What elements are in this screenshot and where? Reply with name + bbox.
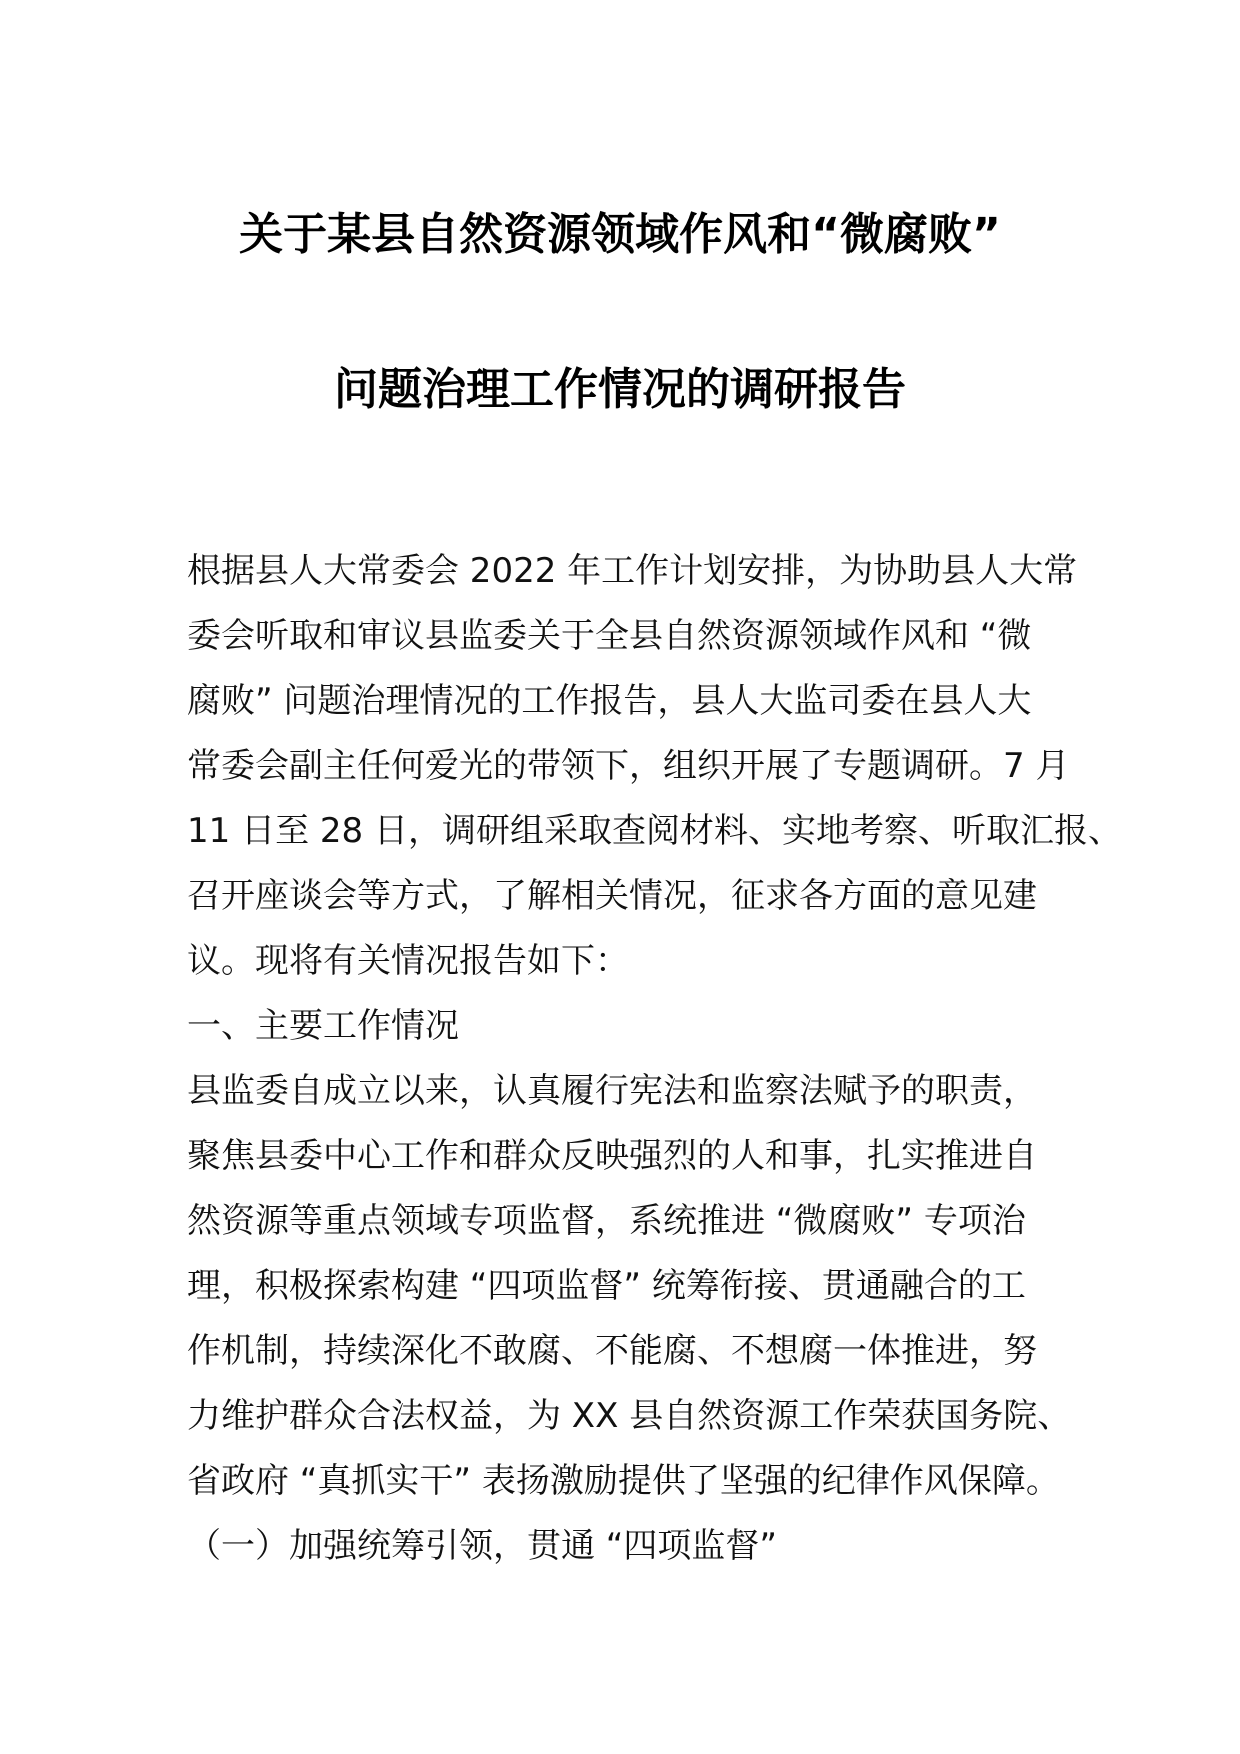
body-text-line: 省政府 “真抓实干” 表扬激励提供了坚强的纪律作风保障。 <box>187 1461 1060 1501</box>
body-text-line: 议。现将有关情况报告如下： <box>187 941 629 981</box>
body-text-line: 常委会副主任何爱光的带领下，组织开展了专题调研。7 月 <box>187 746 1070 786</box>
body-text-line: 腐败” 问题治理情况的工作报告，县人大监司委在县人大 <box>187 681 1032 721</box>
body-text-line: 聚焦县委中心工作和群众反映强烈的人和事，扎实推进自 <box>187 1136 1037 1176</box>
body-text-line: 11 日至 28 日，调研组采取查阅材料、实地考察、听取汇报、 <box>187 811 1122 851</box>
body-text-line: 召开座谈会等方式，了解相关情况，征求各方面的意见建 <box>187 876 1037 916</box>
document-title-line-2: 问题治理工作情况的调研报告 <box>334 364 906 415</box>
section-heading: 一、主要工作情况 <box>187 1006 459 1046</box>
body-text-line: 力维护群众合法权益，为 XX 县自然资源工作荣获国务院、 <box>187 1396 1072 1436</box>
body-text-line: 作机制，持续深化不敢腐、不能腐、不想腐一体推进，努 <box>187 1331 1037 1371</box>
body-text-line: 县监委自成立以来，认真履行宪法和监察法赋予的职责， <box>187 1071 1037 1111</box>
body-text-line: 委会听取和审议县监委关于全县自然资源领域作风和 “微 <box>187 616 1032 656</box>
document-title-line-1: 关于某县自然资源领域作风和“微腐败” <box>239 209 1001 260</box>
body-text-line: 然资源等重点领域专项监督，系统推进 “微腐败” 专项治 <box>187 1201 1026 1241</box>
body-text-line: 理，积极探索构建 “四项监督” 统筹衔接、贯通融合的工 <box>187 1266 1026 1306</box>
body-text-line: 根据县人大常委会 2022 年工作计划安排，为协助县人大常 <box>187 551 1078 591</box>
subsection-heading: （一）加强统筹引领，贯通 “四项监督” <box>187 1526 778 1566</box>
